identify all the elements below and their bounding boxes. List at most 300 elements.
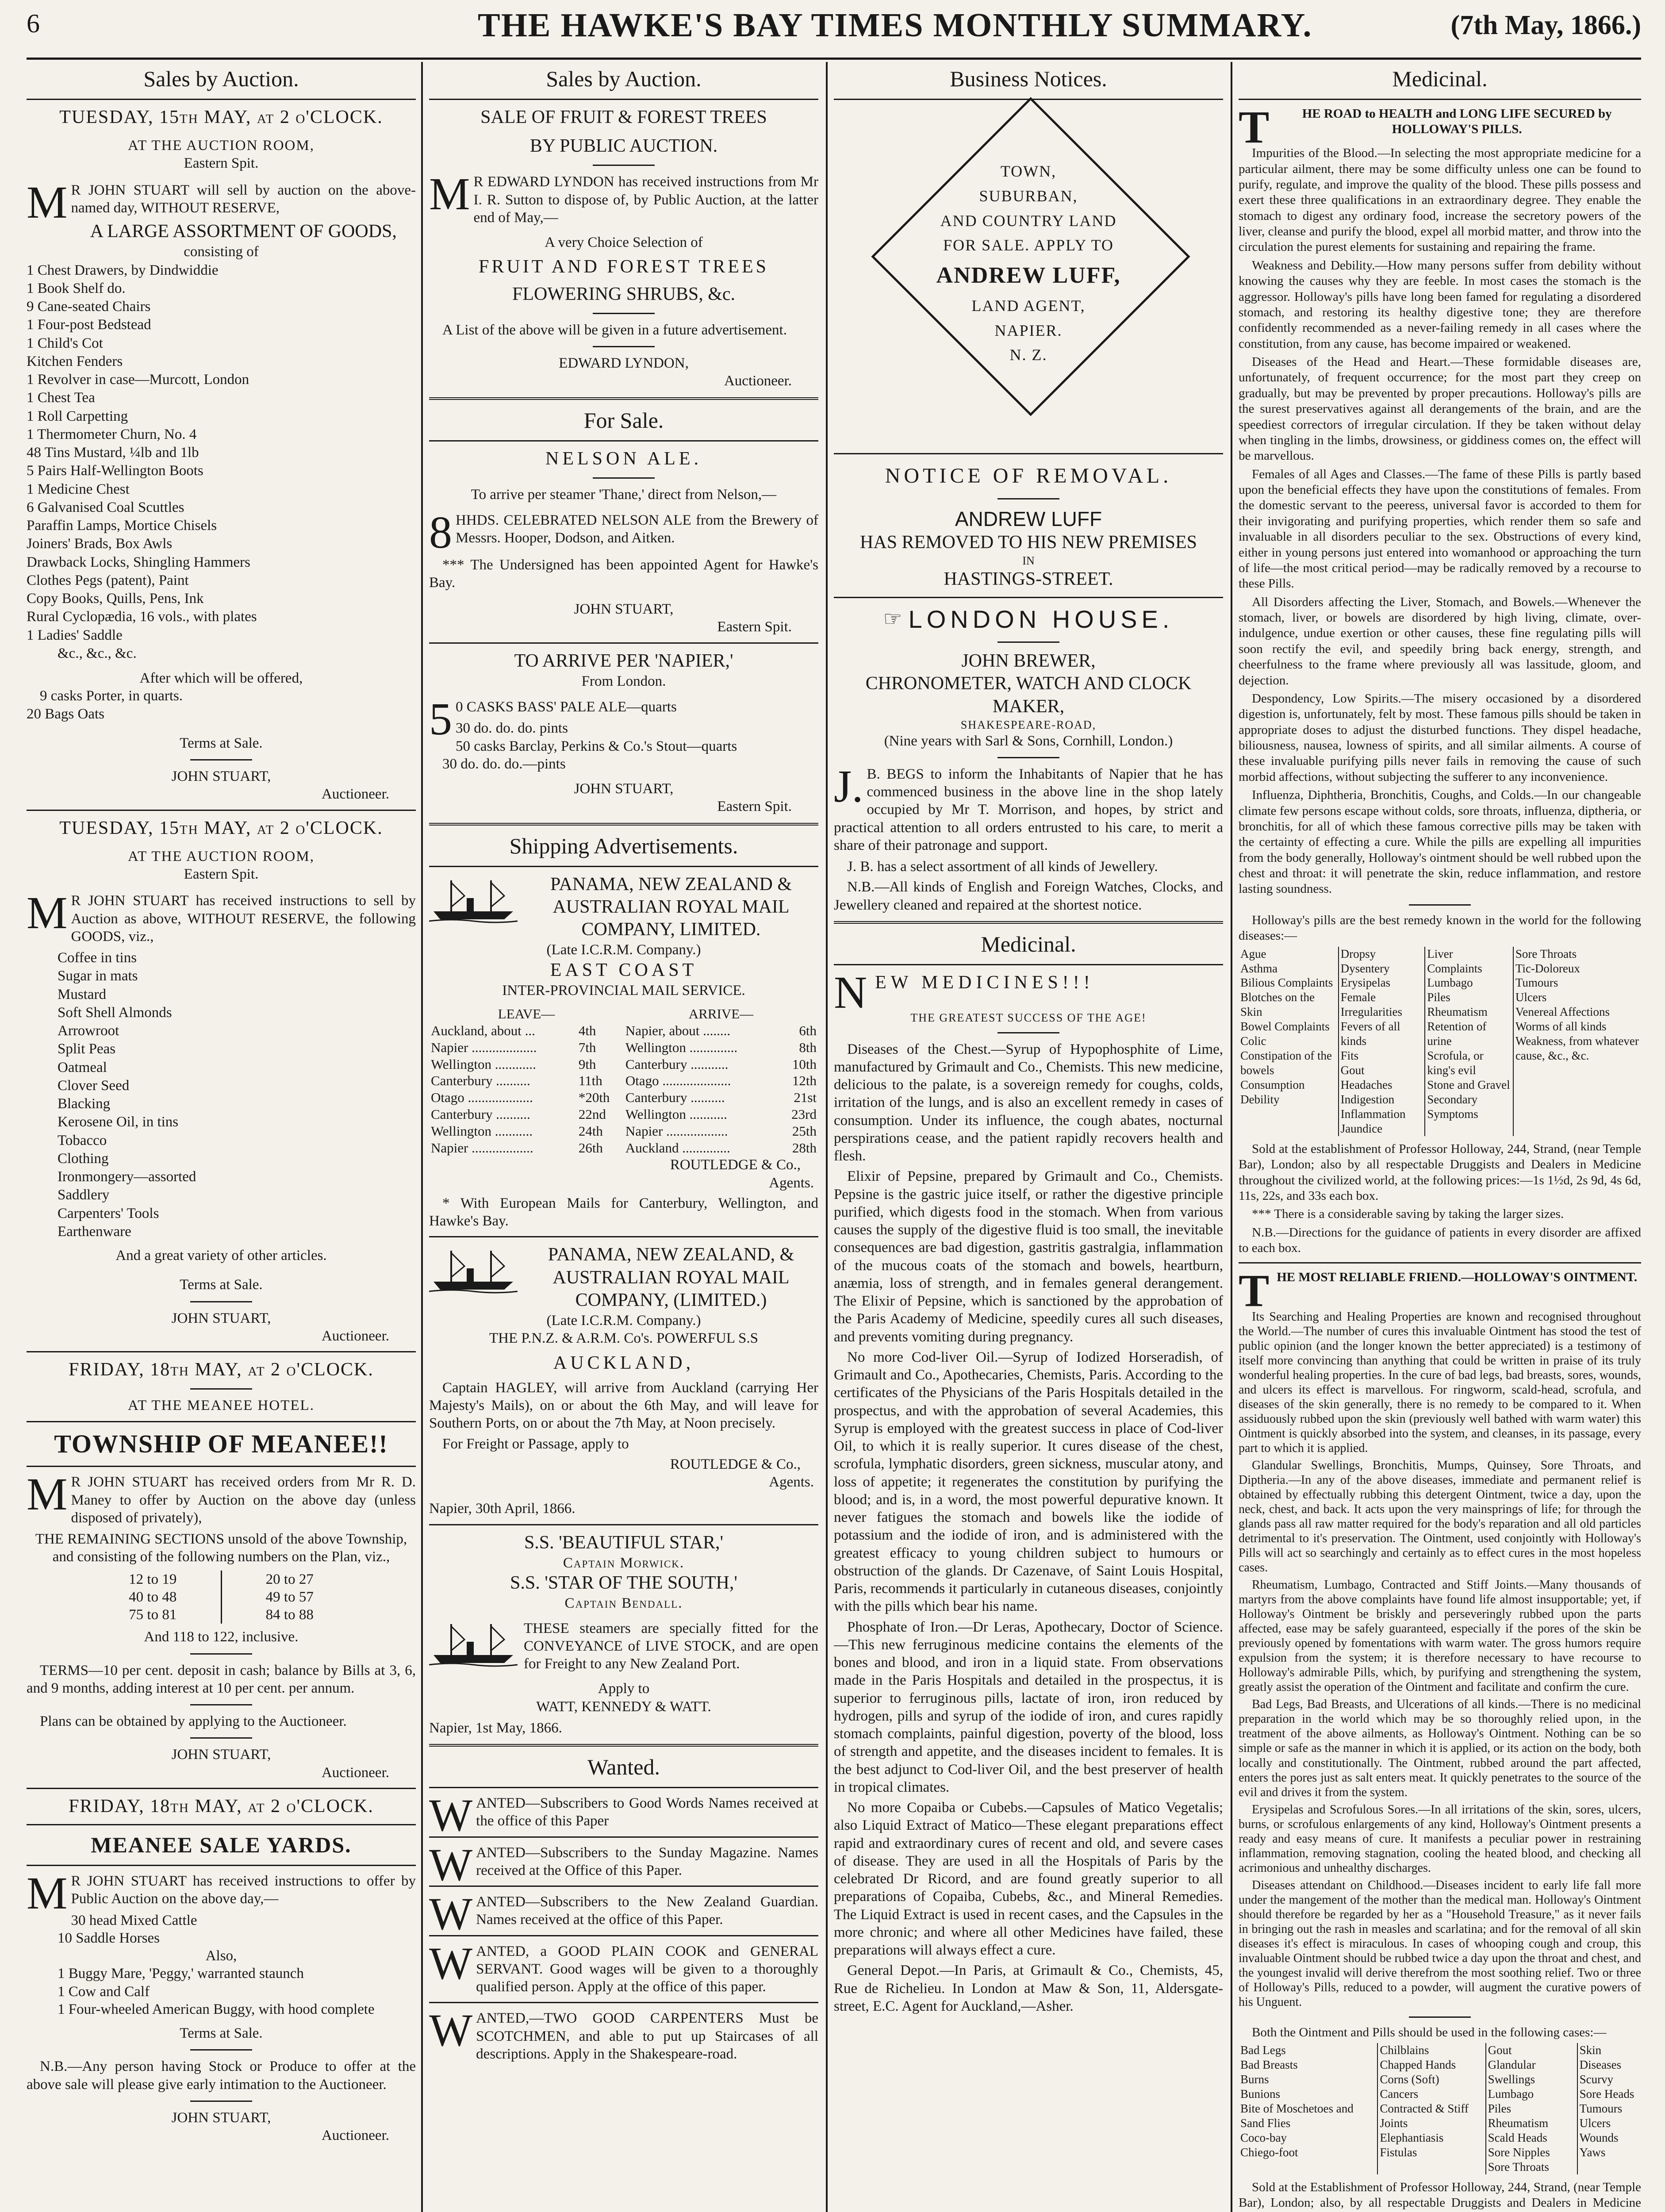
ad-place: Eastern Spit.: [184, 155, 259, 172]
divider: [997, 641, 1059, 643]
column-4: [1239, 62, 1641, 2212]
divider: [834, 597, 1223, 598]
table-cell: Wellington ...........: [431, 1123, 533, 1139]
list-item: 48 Tins Mustard, ¼lb and 1lb: [27, 445, 199, 461]
divider: [190, 1388, 252, 1390]
list-item: 1 Thermometer Churn, No. 4: [27, 426, 197, 442]
diseases-column: [1513, 947, 1641, 1136]
list-item: Venereal Affections: [1515, 1005, 1610, 1019]
shop-name: LONDON HOUSE.: [908, 605, 1174, 633]
ad-title: SALE OF FRUIT & FOREST TREES: [480, 107, 767, 127]
list-item: 1 Chest Drawers, by Dindwiddie: [27, 262, 219, 278]
service-name: INTER-PROVINCIAL MAIL SERVICE.: [502, 982, 745, 998]
list-item: Clothes Pegs (patent), Paint: [27, 572, 189, 588]
ad-title: NEW MEDICINES!!!: [834, 967, 1094, 1018]
cases-column: [1577, 2043, 1641, 2174]
ad-note: N.B.—Any person having Stock or Produce to offer at the above sale will please give early intimation to the Auctioneer.: [27, 2058, 416, 2093]
agents-name: ROUTLEDGE & Co.,: [670, 1157, 801, 1173]
list-item: 1 Cow and Calf: [58, 1983, 150, 2000]
list-item: Coffee in tins: [58, 950, 137, 966]
divider: [429, 866, 818, 867]
list-item: Earthenware: [58, 1223, 131, 1240]
divider: [593, 313, 655, 314]
ship-name: S.S. 'BEAUTIFUL STAR,': [524, 1532, 724, 1553]
table-cell: Napier, about ........: [625, 1022, 731, 1038]
list-item: 5 Pairs Half-Wellington Boots: [27, 463, 203, 479]
captain-name: Captain Morwick.: [563, 1555, 685, 1571]
table-cell: 84 to 88: [221, 1606, 357, 1624]
list-item: Retention of urine: [1427, 1020, 1487, 1048]
agents-name: WATT, KENNEDY & WATT.: [536, 1698, 711, 1715]
list-item: Clover Seed: [58, 1077, 130, 1094]
company-name: PANAMA, NEW ZEALAND & AUSTRALIAN ROYAL MAIL COMPANY, LIMITED.: [550, 874, 792, 940]
divider: [27, 1421, 416, 1422]
ad-line: 50 casks Barclay, Perkins & Co.'s Stout—quarts: [456, 738, 737, 754]
table-cell: 23rd: [791, 1106, 817, 1122]
table-cell: 11th: [578, 1073, 602, 1089]
ad-terms: TERMS—10 per cent. deposit in cash; balance by Bills at 3, 6, and 9 months, adding interest at 10 per cent. per annum.: [27, 1662, 416, 1696]
newspaper-title: THE HAWKE'S BAY TIMES MONTHLY SUMMARY.: [478, 7, 1312, 44]
table-header: [429, 1006, 818, 1022]
divider: [997, 498, 1059, 499]
table-cell: 10th: [792, 1056, 817, 1072]
column-3: [834, 62, 1223, 2212]
ad-line: FOR SALE. APPLY TO: [943, 236, 1114, 254]
list-item: Sore Nipples: [1488, 2145, 1550, 2159]
table-cell: 20 to 27: [221, 1571, 357, 1588]
list-item: Scrofula, or king's evil: [1427, 1049, 1484, 1077]
list-item: Ulcers: [1579, 2116, 1611, 2130]
ad-paragraph: Impurities of the Blood.—In selecting the most appropriate medicine for a particular ailment, there may be some difficulty unless one can be found to purify, regulate, and improve the quality of the blood. These pills possess and exert these three qualifications in an extraordinary degree. They enable the stomach to digest any ordinary food, increase the secretory powers of the liver, cleanse and purify the blood, expel all morbid matter, and throw into the circulation the purest elements for sustaining and repairing the frame.: [1239, 146, 1641, 254]
table-cell: Wellington ...........: [625, 1106, 727, 1122]
company-late: (Late I.C.R.M. Company.): [546, 1313, 701, 1329]
tree-sale-ad: [429, 106, 818, 390]
notice-in: IN: [1022, 554, 1035, 567]
ad-where: AT THE MEANEE HOTEL.: [128, 1398, 315, 1414]
ad-title: MEANEE SALE YARDS.: [91, 1832, 352, 1858]
ad-intro: MR JOHN STUART has received instructions to offer by Public Auction on the above day,—: [27, 1868, 416, 1919]
both-line: Both the Ointment and Pills should be used in the following cases:—: [1252, 2025, 1607, 2040]
divider: [429, 1787, 818, 1788]
ad-line: NAPIER.: [994, 321, 1063, 339]
list-item: Bite of Moschetoes and Sand Flies: [1240, 2102, 1354, 2130]
london-house-banner: [834, 604, 1223, 634]
list-item: Fits: [1340, 1049, 1359, 1063]
list-item: Chiego-foot: [1240, 2145, 1298, 2159]
list-item: Blotches on the Skin: [1240, 991, 1315, 1019]
ad-paragraph: All Disorders affecting the Liver, Stomach, and Bowels.—Whenever the stomach, liver, or bowels are disordered by high living, climate, over-indulgence, undue exertion or other causes, these fine regulating pills will soon rectify the evil, and speedily bring back energy, strength, and cheerfulness to the frame where previously all was lassitude, gloom, and dejection.: [1239, 595, 1641, 687]
table-cell: Napier ...................: [431, 1039, 537, 1055]
divider: [997, 757, 1059, 758]
agent-place: Eastern Spit.: [717, 619, 792, 635]
ad-paragraph: Females of all Ages and Classes.—The fame of these Pills is partly based upon the beneficial effects they have upon the constitutions of females. From the domestic servant to the peeress, universal favor is accorded to them for their invigorating and purifying properties, which render them so safe and invaluable in all disorders peculiar to the sex. Obstructions of every kind, either in young persons just entered into womanhood or approaching the turn of life—the most critical period—may be radically removed by a recourse to these Pills.: [1239, 467, 1641, 591]
list-item: Clothing: [58, 1150, 109, 1167]
list-item: Glandular Swellings: [1488, 2058, 1536, 2086]
table-cell: 4th: [578, 1022, 596, 1038]
ad-when: FRIDAY, 18th MAY, at 2 o'CLOCK.: [69, 1796, 374, 1816]
divider: [27, 1466, 416, 1467]
table-cell: Canterbury ...........: [625, 1056, 729, 1072]
column-2: [429, 62, 818, 2212]
ad-after: After which will be offered,: [139, 670, 303, 687]
table-cell: *20th: [578, 1090, 610, 1106]
shipping-ad-auckland: [429, 1244, 818, 1517]
ad-paragraph: Despondency, Low Spirits.—The misery occasioned by a disordered digestion is, unfortunately, felt by most. These famous pills should be taken in appropriate doses to adjust the disturbed functions. They dispel headache, biliousness, nausea, lowness of spirits, and all similar ailments. A course of these invaluable purifying pills never fails in removing the cause of such morbid affections, without subjecting the sufferer to any inconvenience.: [1239, 691, 1641, 784]
ad-place: Eastern Spit.: [184, 866, 259, 883]
masthead: [27, 6, 1641, 55]
divider: [429, 1935, 818, 1936]
list-item: Scurvy: [1579, 2073, 1614, 2086]
diseases-column: [1239, 947, 1339, 1136]
list-item: Ague: [1240, 947, 1266, 960]
list-item: Kerosene Oil, in tins: [58, 1114, 179, 1130]
auctioneer-name: JOHN STUART,: [171, 2109, 271, 2126]
table-cell: 26th: [578, 1140, 603, 1156]
list-item: Bad Breasts: [1240, 2058, 1298, 2072]
ad-paragraph: No more Copaiba or Cubebs.—Capsules of Matico Vegetalis; also Liquid Extract of Matico—These elegant preparations effect rapid and extraordinary cures of recent and old, and severe cases of disease. They are used in all the Hospitals of Paris by the celebrated Dr Ricord, and are found greatly superior to all preparations of Copaiba, Cubebs, &c., and Mineral Remedies. The Liquid Extract is used in recent cases, and the Capsules in the more chronic; and where all other Medicines have failed, these preparations will always effect a cure.: [834, 1800, 1223, 1959]
table-cell: Otago ....................: [625, 1073, 731, 1089]
land-agent-ad: [834, 106, 1223, 447]
ad-consisting: consisting of: [184, 244, 259, 260]
table-cell: 28th: [792, 1140, 817, 1156]
ad-intro: MR JOHN STUART will sell by auction on the above-named day, WITHOUT RESERVE,: [27, 177, 416, 228]
ad-when: TUESDAY, 15th MAY, at 2 o'CLOCK.: [59, 107, 383, 127]
auctioneer-name: JOHN STUART,: [171, 1310, 271, 1326]
divider: [834, 964, 1223, 965]
divider: [27, 1865, 416, 1866]
table-row: [429, 1089, 818, 1106]
auction-ad-goods: [27, 106, 416, 803]
list-item: Sore Heads: [1579, 2087, 1634, 2101]
ad-where: AT THE AUCTION ROOM,: [128, 138, 315, 154]
list-item: 1 Ladies' Saddle: [27, 627, 123, 643]
list-item: 1 Roll Carpetting: [27, 408, 128, 424]
ship-text: Captain HAGLEY, will arrive from Auckland (carrying Her Majesty's Mails), on or about the 6th May, and will leave for Southern Ports, on or about the 7th May, at Noon precisely.: [429, 1379, 818, 1432]
page-number: 6: [27, 9, 40, 38]
list-item: Tumours: [1515, 976, 1558, 990]
ad-arrive: To arrive per steamer 'Thane,' direct from Nelson,—: [471, 486, 777, 503]
ad-sub: THE GREATEST SUCCESS OF THE AGE!: [910, 1011, 1147, 1025]
list-item: Cancers: [1380, 2087, 1419, 2101]
ad-from: From London.: [581, 673, 666, 689]
table-cell: 9th: [578, 1056, 596, 1072]
captain-name: Captain Bendall.: [564, 1595, 683, 1612]
auctioneer-name: JOHN STUART,: [171, 1747, 271, 1763]
table-cell: Canterbury ..........: [431, 1106, 530, 1122]
list-item: Chapped Hands: [1380, 2058, 1456, 2072]
ad-when: TUESDAY, 15th MAY, at 2 o'CLOCK.: [59, 818, 383, 838]
wanted-ad: WANTED, a GOOD PLAIN COOK and GENERAL SERVANT. Good wages will be given to a thoroughly qualified person. Apply at the office of this paper.: [429, 1938, 818, 1995]
divider: [593, 165, 655, 166]
list-item: Ulcers: [1515, 991, 1547, 1004]
table-row: [85, 1571, 357, 1588]
list-item: Split Peas: [58, 1041, 116, 1057]
agent-name: JOHN STUART,: [574, 781, 674, 797]
agent-name: JOHN STUART,: [574, 601, 674, 618]
divider: [190, 1704, 252, 1705]
ad-paragraph: Its Searching and Healing Properties are known and recognised throughout the World.—The number of cures this invaluable Ointment has stood the test of public opinion (and the longer known the better appreciated) is a testimony of itself more convincing than anything that could be written in praise of its truly wonderful healing properties. In the cure of bad legs, bad breasts, sores, wounds, and ulcers its effect is marvellous. For ringworm, scald-head, scrofula, and diseases of the skin generally, there is no remedy to be compared to it. When assiduously rubbed upon the skin (previously well bathed with warm water) this Ointment is quickly absorbed into the system, and cleanses, in its passage, every part to which it is applied.: [1239, 1310, 1641, 1455]
wanted-ad: WANTED,—TWO GOOD CARPENTERS Must be SCOTCHMEN, and able to put up Staircases of all descriptions. Apply in the Shakespeare-road.: [429, 2005, 818, 2062]
list-item: 9 Cane-seated Chairs: [27, 299, 151, 315]
agents-title: Agents.: [769, 1474, 814, 1490]
cases-column: [1239, 2043, 1377, 2174]
table-cell: 40 to 48: [129, 1589, 177, 1605]
ad-line: AND COUNTRY LAND: [940, 211, 1117, 230]
list-item: Tic-Doloreux: [1515, 961, 1580, 975]
column-divider: [421, 62, 423, 2212]
ad-text: MR EDWARD LYNDON has received instructions from Mr I. R. Sutton to dispose of, by Public Auction, at the latter end of May,—: [429, 169, 818, 226]
ad-paragraph: Rheumatism, Lumbago, Contracted and Stiff Joints.—Many thousands of martyrs from the above complaints have found life almost insupportable; yet, if Holloway's Ointment be briskly and perseveringly rubbed upon the parts affected, ease may be safely guaranteed, especially if the pores of the skin be previously opened by fomentations with warm water. The gross humors require expulsion from the system; it is therefore necessary to have recourse to Holloway's admirable Pills, which, by purifying and strengthening the system, greatly assist the operation of the Ointment and facilitate and confirm the cure.: [1239, 1578, 1641, 1694]
goods-list: [27, 949, 416, 1240]
list-item: Oatmeal: [58, 1059, 107, 1075]
wanted-ad: WANTED—Subscribers to Good Words Names received at the office of this Paper: [429, 1790, 818, 1841]
ad-paragraph: Diseases of the Chest.—Syrup of Hypophosphite of Lime, manufactured by Grimault and Co., Chemists. This new medicine, delicious to the palate, is a sovereign remedy for coughs, colds, irritation of the lungs, and is also an excellent remedy in cases of consumption. Under its influence, the cough abates, nocturnal perspirations cease, and the patient rapidly recovers health and flesh.: [834, 1041, 1223, 1164]
divider: [429, 1524, 818, 1525]
divider: [593, 477, 655, 479]
list-item: Tumours: [1579, 2102, 1623, 2116]
table-cell: 24th: [578, 1123, 603, 1139]
diseases-column: [1339, 947, 1425, 1136]
cases-table: [1239, 2043, 1641, 2174]
divider: [834, 453, 1223, 454]
divider: [429, 397, 818, 400]
list-item: Ironmongery—assorted: [58, 1169, 196, 1185]
ad-list-note: A List of the above will be given in a future advertisement.: [442, 322, 787, 338]
list-item: Sugar in mats: [58, 968, 138, 984]
list-item: 9 casks Porter, in quarts.: [40, 688, 183, 704]
list-item: Colic: [1240, 1034, 1266, 1048]
arrive-header: ARRIVE—: [688, 1006, 754, 1022]
ad-line: LAND AGENT,: [971, 296, 1086, 315]
saving-line: *** There is a considerable saving by taking the larger sizes.: [1252, 1207, 1564, 1221]
table-cell: 12th: [792, 1073, 817, 1089]
list-item: 1 Medicine Chest: [27, 481, 130, 497]
list-item: Tobacco: [58, 1132, 107, 1148]
proprietor-name: JOHN BREWER,: [961, 651, 1096, 672]
table-cell: 22nd: [578, 1106, 606, 1122]
new-medicines-ad: [834, 967, 1223, 2015]
road-line: SHAKESPEARE-ROAD,: [960, 718, 1097, 731]
napier-arrival-ad: [429, 650, 818, 816]
ad-paragraph: Influenza, Diphtheria, Bronchitis, Coughs, and Colds.—In our changeable climate few persons escape without colds, sore throats, influenza, diptheria, or bronchitis, for all of which these famous corrective pills may be taken with the certainty of effecting a cure. While the pills are expelling all impurities from the body generally, Holloway's ointment should be well rubbed upon the chest and throat: it will penetrate the skin, reduce inflammation, and restore lasting soundness.: [1239, 788, 1641, 896]
diamond-text: [834, 159, 1223, 368]
section-heading: Medicinal.: [1392, 66, 1488, 91]
list-item: Debility: [1240, 1092, 1280, 1106]
list-item: Weakness, from whatever cause, &c., &c.: [1515, 1034, 1639, 1063]
shipping-ad-mail: [429, 873, 818, 1230]
shop-note: N.B.—All kinds of English and Foreign Watches, Clocks, and Jewellery cleaned and repaired at the shortest notice.: [834, 879, 1223, 913]
list-item: Sore Throats: [1488, 2160, 1549, 2174]
divider: [429, 2002, 818, 2003]
company-late: (Late I.C.R.M. Company.): [546, 942, 701, 958]
table-row: [429, 1072, 818, 1089]
list-item: Chilblains: [1380, 2043, 1429, 2057]
diseases-table: [1239, 947, 1641, 1136]
list-item: Carpenters' Tools: [58, 1205, 159, 1221]
ad-date: Napier, 30th April, 1866.: [429, 1501, 575, 1517]
auctioneer-name: EDWARD LYNDON,: [559, 355, 689, 372]
cases-column: [1377, 2043, 1485, 2174]
list-item: Erysipelas: [1340, 976, 1391, 990]
wanted-ad: WANTED—Subscribers to the New Zealand Guardian. Names received at the office of this Paper.: [429, 1889, 818, 1940]
divider: [834, 921, 1223, 924]
list-item: 30 head Mixed Cattle: [71, 1912, 197, 1928]
list-item: Skin Diseases: [1579, 2043, 1622, 2072]
list-item: Coco-bay: [1240, 2131, 1287, 2145]
list-item: Fevers of all kinds: [1340, 1020, 1400, 1048]
table-row: [1239, 2043, 1641, 2174]
list-item: Piles: [1488, 2102, 1512, 2116]
list-item: 1 Revolver in case—Murcott, London: [27, 372, 249, 388]
ad-where: AT THE AUCTION ROOM,: [128, 848, 315, 864]
table-row: [85, 1606, 357, 1624]
powerful-line: THE P.N.Z. & A.R.M. Co's. POWERFUL S.S: [489, 1330, 758, 1347]
list-item: Rheumatism: [1488, 2116, 1549, 2130]
section-heading: Sales by Auction.: [143, 66, 299, 91]
removal-notice: [834, 463, 1223, 591]
table-cell: 8th: [799, 1039, 817, 1055]
steamship-icon: [429, 1246, 518, 1295]
divider: [997, 1032, 1059, 1033]
nelson-ale-ad: [429, 448, 818, 636]
divider: [429, 1886, 818, 1887]
table-row: [429, 1123, 818, 1140]
ad-intro: MR JOHN STUART has received instructions to sell by Auction as above, WITHOUT RESERVE, the following GOODS, viz.,: [27, 887, 416, 945]
notice-text: HAS REMOVED TO HIS NEW PREMISES: [860, 532, 1197, 553]
london-house-ad: [834, 604, 1223, 914]
list-item: Asthma: [1240, 961, 1278, 975]
ad-tail: And a great variety of other articles.: [115, 1248, 327, 1264]
list-item: Yaws: [1579, 2145, 1606, 2159]
list-item: Stone and Gravel: [1427, 1078, 1510, 1091]
list-item: Blacking: [58, 1096, 111, 1112]
agent-name: ANDREW LUFF,: [936, 263, 1121, 288]
ad-terms: Terms at Sale.: [180, 735, 263, 751]
table-cell: Auckland, about ...: [431, 1022, 535, 1038]
divider: [190, 2101, 252, 2102]
shipping-ad-stars: [429, 1532, 818, 1737]
list-item: 6 Galvanised Coal Scuttles: [27, 499, 184, 515]
divider: [429, 823, 818, 826]
list-item: Sore Throats: [1515, 947, 1577, 960]
ad-line: 30 do. do. do.—pints: [442, 756, 566, 772]
ad-trees: FRUIT AND FOREST TREES: [479, 257, 769, 277]
list-item: Dysentery: [1340, 961, 1390, 975]
table-row: [1239, 947, 1641, 1136]
table-cell: 49 to 57: [221, 1588, 357, 1606]
list-item: Bad Legs: [1240, 2043, 1286, 2057]
divider: [429, 1744, 818, 1747]
divider: [429, 1836, 818, 1838]
notice-title: NOTICE OF REMOVAL.: [885, 464, 1172, 488]
ad-also: Also,: [205, 1948, 237, 1964]
list-item: Worms of all kinds: [1515, 1020, 1607, 1033]
table-row: [429, 1056, 818, 1073]
section-heading: Business Notices.: [950, 66, 1107, 91]
table-cell: 25th: [792, 1123, 817, 1139]
list-item: 1 Chest Tea: [27, 390, 95, 406]
list-item: Saddlery: [58, 1187, 110, 1203]
divider: [190, 1301, 252, 1302]
years-line: (Nine years with Sarl & Sons, Cornhill, London.): [884, 733, 1173, 749]
list-item: 1 Four-post Bedstead: [27, 317, 151, 333]
ad-line: 50 CASKS BASS' PALE ALE—quarts: [429, 694, 677, 745]
ship-name: AUCKLAND,: [553, 1352, 694, 1373]
list-item: Secondary Symptoms: [1427, 1092, 1478, 1121]
divider: [190, 1737, 252, 1739]
sold-line: Sold at the Establishment of Professor Holloway, 244, Strand, (near Temple Bar), London; also, by all respectable Druggists and Dealers in Medicine: [1239, 2180, 1641, 2210]
table-cell: 21st: [794, 1090, 817, 1106]
holloway-ointment-ad: [1239, 1265, 1641, 2212]
table-cell: 7th: [578, 1039, 596, 1055]
section-heading: Shipping Advertisements.: [509, 833, 738, 858]
ad-date: Napier, 1st May, 1866.: [429, 1720, 562, 1736]
auctioneer-title: Auctioneer.: [321, 1764, 389, 1781]
steamers-text: THESE steamers are specially fitted for the CONVEYANCE of LIVE STOCK, and are open for Freight to any New Zealand Port.: [524, 1620, 818, 1672]
wanted-ad: WANTED—Subscribers to the Sunday Magazine. Names received at the Office of this Paper.: [429, 1839, 818, 1890]
divider: [429, 99, 818, 100]
diseases-column: [1425, 947, 1513, 1136]
list-item: &c., &c., &c.: [58, 645, 137, 661]
freight-line: For Freight or Passage, apply to: [442, 1436, 629, 1452]
list-item: 10 Saddle Horses: [58, 1930, 160, 1946]
ad-paragraph: Erysipelas and Scrofulous Sores.—In all irritations of the skin, sores, ulcers, burns, or scrofulous enlargements of any kind, Holloway's Ointment presents a ready and easy means of cure. It manifests a peculiar power in restraining inflammation, removing stagnation, cooling the heated blood, and checking all acrimonious and unhealthy discharges.: [1239, 1802, 1641, 1875]
service-coast: EAST COAST: [550, 960, 698, 980]
table-row: [429, 1106, 818, 1123]
ad-paragraph: General Depot.—In Paris, at Grimault & Co., Chemists, 45, Rue de Richelieu. In London at Maw & Son, 11, Aldersgate-street, E.C. Agent for Auckland,—Asher.: [834, 1962, 1223, 2014]
ad-agent: *** The Undersigned has been appointed Agent for Hawke's Bay.: [429, 557, 818, 591]
auctioneer-title: Auctioneer.: [321, 786, 389, 803]
ad-paragraph: Elixir of Pepsine, prepared by Grimault and Co., Chemists. Pepsine is the gastric juice itself, or rather the digestive principle purified, which digests food in the stomach. When from various causes the supply of the digestive fluid is too small, the inevitable consequences are bad digestion, gastritis gastralgia, inflammation of the mucous coats of the stomach and bowels, heartburn, anæmia, loss of strength, and in females general derangement. The Elixir of Pepsine, which is sanctioned by the approbation of the Paris Academy of Medicine, speedily cures all such diseases, and prevents vomiting during pregnancy.: [834, 1168, 1223, 1345]
list-item: Fistulas: [1380, 2145, 1417, 2159]
agent-place: Eastern Spit.: [717, 799, 792, 815]
divider: [429, 1236, 818, 1237]
section-heading: Medicinal.: [981, 931, 1076, 956]
steamship-icon: [429, 1620, 518, 1668]
table-row: [429, 1022, 818, 1039]
divider: [190, 759, 252, 760]
list-item: Dropsy: [1340, 947, 1376, 960]
table-cell: Napier ..................: [431, 1140, 533, 1156]
table-cell: Wellington ............: [431, 1056, 536, 1072]
ad-paragraph: Diseases attendant on Childhood.—Diseases incident to early life fall more under the mangement of the mother than the medical man. Holloway's Ointment should therefore be regarded by her as a "Household Treasure," as it never fails in bringing out the rash in measles and scarlatina; and for the removal of all skin diseases it's effect is miraculous. In cases of whooping cough and croup, this invaluable Ointment should be rubbed twice a day upon the throat and chest, and the youngest invalid will derive therefrom the most soothing relief. Two or three of Holloway's Pills, reduced to a powder, will augment the curative powers of his Unguent.: [1239, 1878, 1641, 2009]
list-item: Gout: [1340, 1064, 1365, 1077]
leave-header: LEAVE—: [498, 1006, 555, 1022]
ad-line: TOWN,: [1000, 162, 1057, 180]
auctioneer-title: Auctioneer.: [724, 373, 792, 389]
list-item: Bunions: [1240, 2087, 1281, 2101]
list-item: Rural Cyclopædia, 16 vols., with plates: [27, 609, 257, 625]
list-item: Burns: [1240, 2073, 1269, 2086]
list-item: Bilious Complaints: [1240, 976, 1333, 990]
list-item: Scald Heads: [1488, 2131, 1547, 2145]
apply-to: Apply to: [598, 1681, 650, 1697]
ad-paragraph: Diseases of the Head and Heart.—These formidable diseases are, unfortunately, of frequent occurrence; for the most part they creep on gradually, but may be prevented by proper precautions. Holloway's pills are the surest preservatives against all derangements of the brain, and are the speediest correctors of irregular circulation. If they be taken without delay when tingling in the limbs, drowsiness, or giddiness comes on, the effect will be marvellous.: [1239, 355, 1641, 463]
ad-line: N. Z.: [1009, 346, 1047, 364]
table-cell: Wellington ..............: [625, 1039, 738, 1055]
column-1: [27, 62, 416, 2212]
auctioneer-title: Auctioneer.: [321, 2128, 389, 2144]
list-item: Consumption: [1240, 1078, 1305, 1091]
list-item: Indigestion: [1340, 1092, 1395, 1106]
ad-paragraph: Bad Legs, Bad Breasts, and Ulcerations of all kinds.—There is no medicinal preparation in the world which may be so thoroughly relied upon, in the treatment of the above ailments, as Holloway's Ointment. Nothing can be so simple or safe as the manner in which it is applied, or its action on the body, both locally and constitutionally. The Ointment, rubbed around the part affected, enters the pores just as salt enters meat. It quickly penetrates to the source of the evil and drives it from the system.: [1239, 1697, 1641, 1799]
list-item: 1 Book Shelf do.: [27, 280, 126, 296]
divider: [190, 1653, 252, 1655]
table-cell: 6th: [799, 1022, 817, 1038]
list-item: Wounds: [1579, 2131, 1619, 2145]
agents-title: Agents.: [769, 1175, 814, 1191]
table-row: [429, 1039, 818, 1056]
